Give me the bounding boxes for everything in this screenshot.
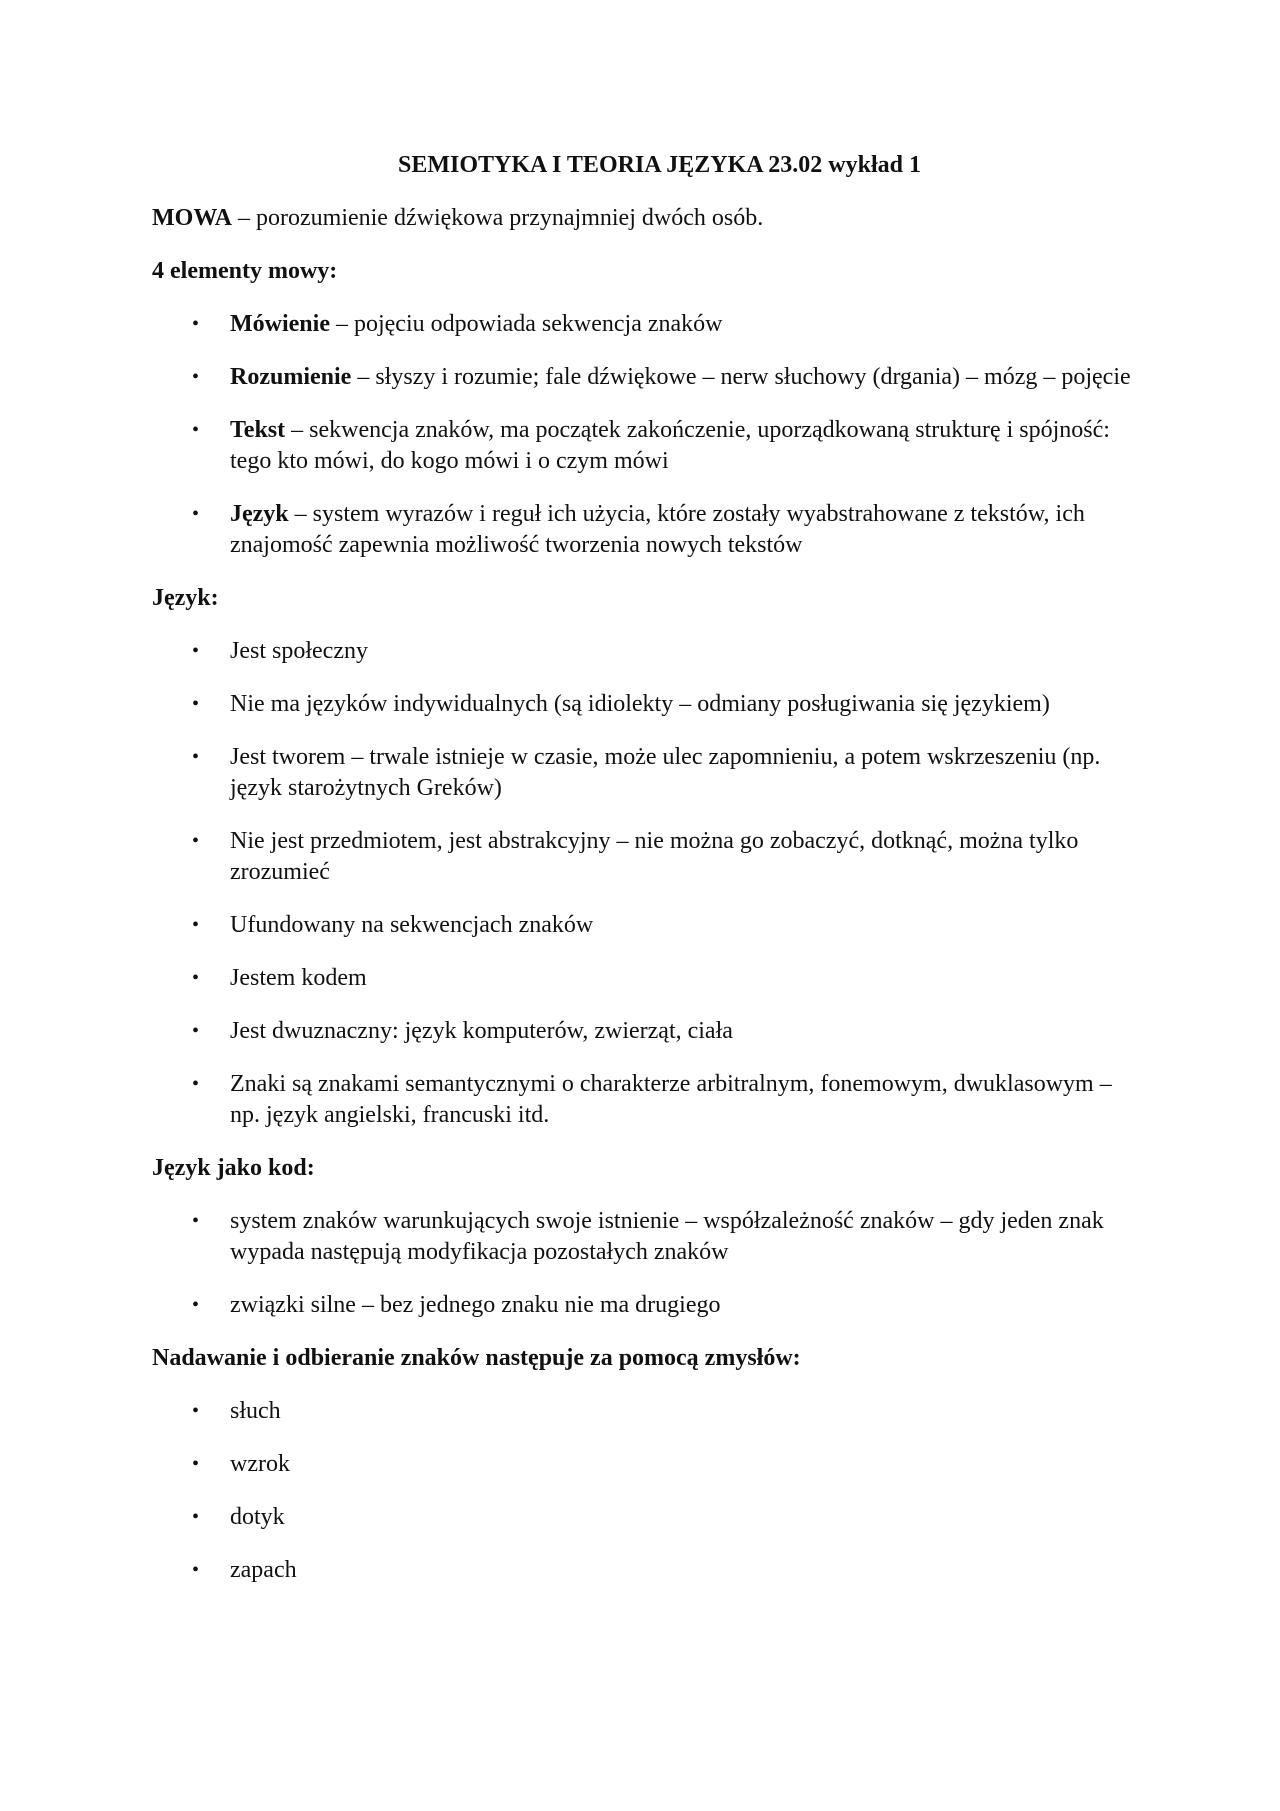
item-text: zapach	[230, 1557, 297, 1583]
item-text: – sekwencja znaków, ma początek zakończenie, uporządkowaną strukturę i spójność: tego kto mówi, do kogo mówi i o czym mówi	[230, 417, 1110, 474]
list-item	[152, 963, 1137, 994]
list-item	[152, 742, 1137, 804]
item-text: Jest tworem – trwale istnieje w czasie, może ulec zapomnieniu, a potem wskrzeszeniu (np. język starożytnych Greków)	[230, 744, 1101, 801]
list-item	[152, 826, 1137, 888]
list-item	[152, 499, 1137, 561]
list-item	[152, 1206, 1137, 1268]
list-item	[152, 1069, 1137, 1131]
list-item	[152, 1502, 1137, 1533]
item-text: dotyk	[230, 1504, 285, 1530]
list-item	[152, 636, 1137, 667]
item-term: Rozumienie	[230, 364, 352, 390]
item-text: związki silne – bez jednego znaku nie ma drugiego	[230, 1292, 721, 1318]
elements-heading: 4 elementy mowy:	[152, 258, 338, 284]
bullet-icon: •	[192, 1210, 200, 1232]
jezyk-heading: Język:	[152, 585, 219, 611]
bullet-icon: •	[192, 1506, 200, 1528]
bullet-icon: •	[192, 419, 200, 441]
bullet-icon: •	[192, 746, 200, 768]
bullet-icon: •	[192, 1073, 200, 1095]
bullet-icon: •	[192, 830, 200, 852]
item-text: Jest społeczny	[230, 638, 368, 664]
item-text: Nie jest przedmiotem, jest abstrakcyjny – nie można go zobaczyć, dotknąć, można tylko zrozumieć	[230, 828, 1079, 885]
mowa-term: MOWA	[152, 205, 232, 231]
kod-heading: Język jako kod:	[152, 1155, 315, 1181]
bullet-icon: •	[192, 1020, 200, 1042]
item-text: system znaków warunkujących swoje istnienie – współzależność znaków – gdy jeden znak wypada następują modyfikacja pozostałych znaków	[230, 1208, 1104, 1265]
list-item	[152, 689, 1137, 720]
list-item	[152, 1449, 1137, 1480]
document-content	[152, 150, 1137, 1608]
list-item	[152, 309, 1137, 340]
list-item	[152, 1396, 1137, 1427]
bullet-icon: •	[192, 1294, 200, 1316]
bullet-icon: •	[192, 1453, 200, 1475]
list-item	[152, 1016, 1137, 1047]
list-item	[152, 415, 1137, 477]
item-term: Język	[230, 501, 289, 527]
item-text: Jestem kodem	[230, 965, 367, 991]
kod-list	[152, 1206, 1137, 1321]
item-text: słuch	[230, 1398, 281, 1424]
bullet-icon: •	[192, 1559, 200, 1581]
document-title: SEMIOTYKA I TEORIA JĘZYKA 23.02 wykład 1	[397, 152, 922, 178]
mowa-text: – porozumienie dźwiękowa przynajmniej dwóch osób.	[232, 205, 764, 231]
bullet-icon: •	[192, 366, 200, 388]
mowa-definition	[152, 203, 1137, 234]
item-term: Mówienie	[230, 311, 330, 337]
item-text: – system wyrazów i reguł ich użycia, które zostały wyabstrahowane z tekstów, ich znajomość zapewnia możliwość tworzenia nowych tekstów	[230, 501, 1085, 558]
jezyk-list	[152, 636, 1137, 1131]
bullet-icon: •	[192, 1400, 200, 1422]
zmysly-heading: Nadawanie i odbieranie znaków następuje za pomocą zmysłów:	[152, 1345, 801, 1371]
list-item	[152, 910, 1137, 941]
bullet-icon: •	[192, 967, 200, 989]
item-text: Nie ma języków indywidualnych (są idiolekty – odmiany posługiwania się językiem)	[230, 691, 1050, 717]
item-term: Tekst	[230, 417, 286, 443]
item-text: – słyszy i rozumie; fale dźwiękowe – nerw słuchowy (drgania) – mózg – pojęcie	[351, 364, 1131, 390]
bullet-icon: •	[192, 640, 200, 662]
item-text: – pojęciu odpowiada sekwencja znaków	[329, 311, 723, 337]
bullet-icon: •	[192, 503, 200, 525]
bullet-icon: •	[192, 914, 200, 936]
zmysly-list	[152, 1396, 1137, 1586]
item-text: Ufundowany na sekwencjach znaków	[230, 912, 594, 938]
bullet-icon: •	[192, 313, 200, 335]
item-text: Znaki są znakami semantycznymi o charakterze arbitralnym, fonemowym, dwuklasowym – np. język angielski, francuski itd.	[230, 1071, 1112, 1128]
item-text: wzrok	[230, 1451, 290, 1477]
bullet-icon: •	[192, 693, 200, 715]
elements-list	[152, 309, 1137, 561]
item-text: Jest dwuznaczny: język komputerów, zwierząt, ciała	[230, 1018, 733, 1044]
list-item	[152, 362, 1137, 393]
list-item	[152, 1555, 1137, 1586]
list-item	[152, 1290, 1137, 1321]
